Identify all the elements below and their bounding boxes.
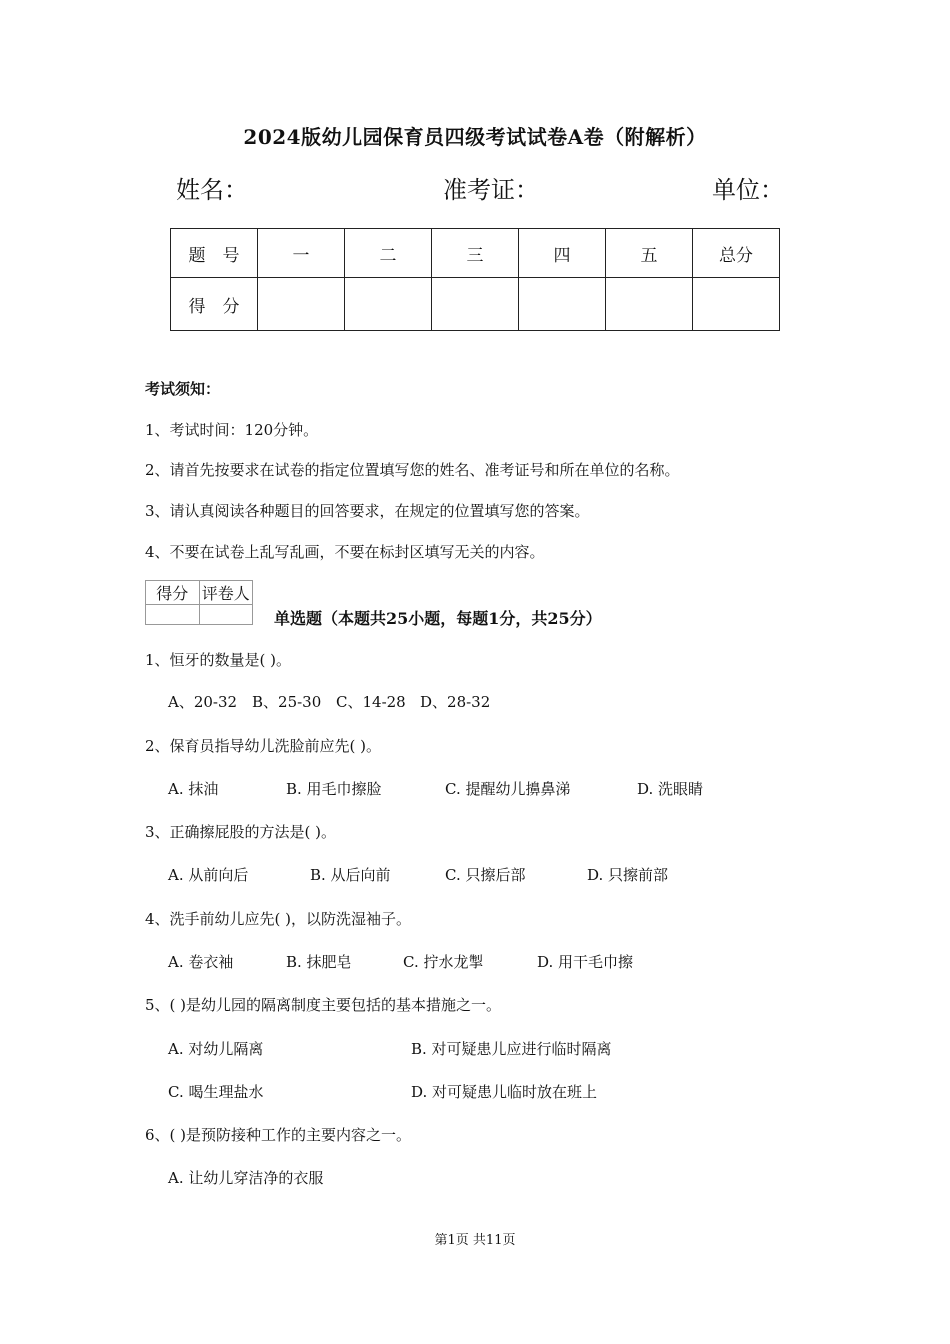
question-option: A、20-32: [168, 693, 238, 711]
unit-field-label: 单位：: [712, 176, 784, 204]
question-option: B. 从后向前: [310, 866, 391, 884]
score-table-header-1: 一: [258, 229, 345, 278]
notice-item: 2、请首先按要求在试卷的指定位置填写您的姓名、准考证号和所在单位的名称。: [145, 461, 680, 479]
question-option: D. 用干毛巾擦: [537, 953, 634, 971]
score-cell: [519, 278, 606, 331]
question-option: D. 对可疑患儿临时放在班上: [411, 1083, 598, 1101]
grader-box-cell: [146, 605, 200, 625]
question-option: A. 卷衣袖: [168, 953, 234, 971]
question-stem: 1、恒牙的数量是( )。: [145, 651, 292, 669]
exam-id-field-label: 准考证：: [443, 176, 539, 204]
score-table-score-label: 得 分: [171, 278, 258, 331]
score-table-header-2: 二: [345, 229, 432, 278]
score-cell: [258, 278, 345, 331]
page-title: 2024版幼儿园保育员四级考试试卷A卷（附解析）: [243, 125, 707, 149]
notice-item: 4、不要在试卷上乱写乱画，不要在标封区填写无关的内容。: [145, 543, 545, 561]
question-stem: 3、正确擦屁股的方法是( )。: [145, 823, 337, 841]
question-option: C. 提醒幼儿擤鼻涕: [445, 780, 571, 798]
question-option: D. 只擦前部: [587, 866, 669, 884]
question-option: B. 抹肥皂: [286, 953, 352, 971]
page-footer: 第1页 共11页: [434, 1233, 516, 1248]
score-cell: [432, 278, 519, 331]
question-option: C. 只擦后部: [445, 866, 526, 884]
question-option: D、28-32: [420, 693, 491, 711]
score-table-header-4: 四: [519, 229, 606, 278]
question-stem: 5、( )是幼儿园的隔离制度主要包括的基本措施之一。: [145, 996, 502, 1014]
question-option: B. 用毛巾擦脸: [286, 780, 382, 798]
name-field-label: 姓名：: [176, 176, 248, 204]
question-option: C、14-28: [336, 693, 406, 711]
score-cell: [693, 278, 780, 331]
question-option: A. 抹油: [168, 780, 219, 798]
notice-item: 3、请认真阅读各种题目的回答要求，在规定的位置填写您的答案。: [145, 502, 590, 520]
question-option: B. 对可疑患儿应进行临时隔离: [411, 1040, 612, 1058]
question-option: A. 从前向后: [168, 866, 249, 884]
grader-box-grader-label: 评卷人: [199, 581, 253, 605]
score-table: [170, 228, 780, 331]
score-table-header-total: 总分: [693, 229, 780, 278]
question-option: B、25-30: [252, 693, 322, 711]
score-cell: [345, 278, 432, 331]
question-option: A. 对幼儿隔离: [168, 1040, 264, 1058]
score-cell: [606, 278, 693, 331]
grader-box-score-label: 得分: [146, 581, 200, 605]
question-option: C. 喝生理盐水: [168, 1083, 264, 1101]
question-stem: 6、( )是预防接种工作的主要内容之一。: [145, 1126, 412, 1144]
question-option: D. 洗眼睛: [637, 780, 704, 798]
question-stem: 2、保育员指导幼儿洗脸前应先( )。: [145, 737, 382, 755]
grader-box: [145, 580, 253, 625]
question-option: C. 拧水龙掣: [403, 953, 484, 971]
notice-heading: 考试须知：: [145, 380, 221, 398]
score-table-header-5: 五: [606, 229, 693, 278]
section-title: 单选题（本题共25小题，每题1分，共25分）: [274, 609, 602, 628]
grader-box-cell: [199, 605, 253, 625]
question-stem: 4、洗手前幼儿应先( )，以防洗湿袖子。: [145, 910, 412, 928]
notice-item: 1、考试时间：120分钟。: [145, 421, 319, 439]
score-table-header-label: 题 号: [171, 229, 258, 278]
question-option: A. 让幼儿穿洁净的衣服: [168, 1169, 324, 1187]
score-table-header-3: 三: [432, 229, 519, 278]
